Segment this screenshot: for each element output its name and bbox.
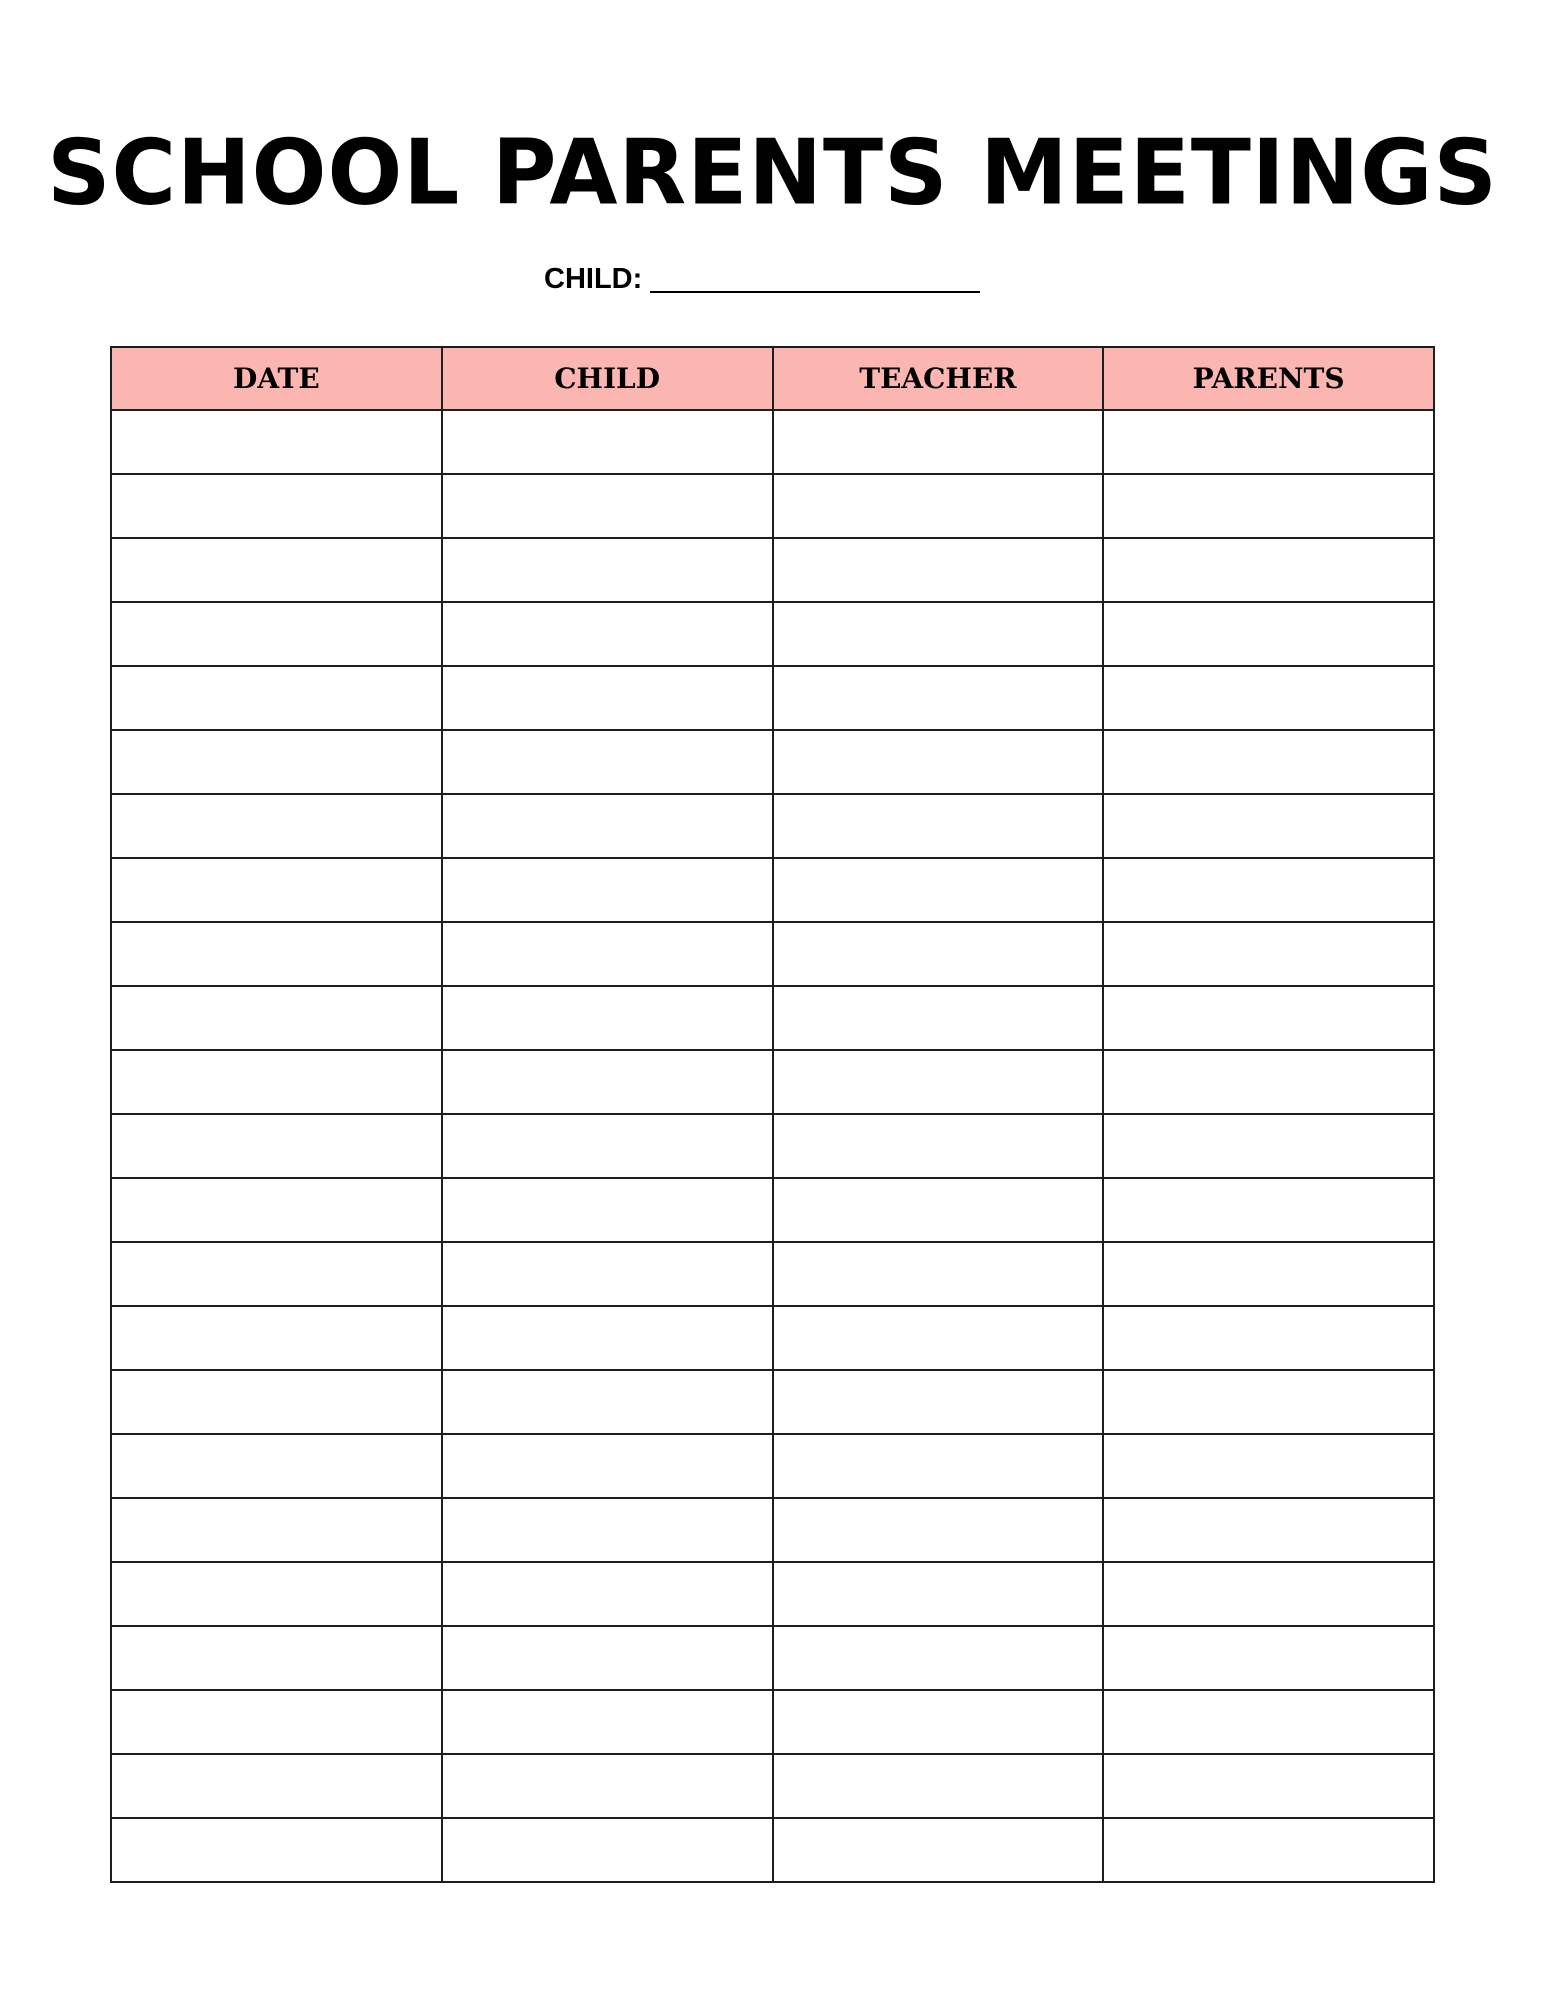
cell-parents[interactable]	[1103, 1370, 1434, 1434]
cell-date[interactable]	[111, 1114, 442, 1178]
cell-date[interactable]	[111, 1434, 442, 1498]
cell-parents[interactable]	[1103, 1818, 1434, 1882]
cell-parents[interactable]	[1103, 794, 1434, 858]
child-field-label: CHILD:	[544, 263, 643, 295]
cell-parents[interactable]	[1103, 1562, 1434, 1626]
table-row	[111, 1242, 1434, 1306]
cell-teacher[interactable]	[773, 666, 1104, 730]
cell-parents[interactable]	[1103, 1114, 1434, 1178]
cell-teacher[interactable]	[773, 794, 1104, 858]
cell-teacher[interactable]	[773, 986, 1104, 1050]
cell-child[interactable]	[442, 666, 773, 730]
cell-child[interactable]	[442, 1050, 773, 1114]
table-row	[111, 858, 1434, 922]
cell-date[interactable]	[111, 858, 442, 922]
table-row	[111, 1498, 1434, 1562]
child-field	[544, 252, 980, 296]
cell-child[interactable]	[442, 1626, 773, 1690]
column-header-child: CHILD	[442, 347, 773, 410]
cell-teacher[interactable]	[773, 602, 1104, 666]
cell-child[interactable]	[442, 794, 773, 858]
cell-teacher[interactable]	[773, 1370, 1104, 1434]
cell-parents[interactable]	[1103, 666, 1434, 730]
cell-parents[interactable]	[1103, 1306, 1434, 1370]
cell-child[interactable]	[442, 474, 773, 538]
table-row	[111, 1370, 1434, 1434]
cell-teacher[interactable]	[773, 1178, 1104, 1242]
cell-teacher[interactable]	[773, 1242, 1104, 1306]
page-title: SCHOOL PARENTS MEETINGS	[47, 119, 1498, 226]
cell-parents[interactable]	[1103, 730, 1434, 794]
cell-teacher[interactable]	[773, 1754, 1104, 1818]
cell-parents[interactable]	[1103, 1050, 1434, 1114]
cell-child[interactable]	[442, 730, 773, 794]
cell-parents[interactable]	[1103, 986, 1434, 1050]
table-row	[111, 410, 1434, 474]
table-row	[111, 1754, 1434, 1818]
column-header-parents: PARENTS	[1103, 347, 1434, 410]
table-row	[111, 986, 1434, 1050]
child-name-blank[interactable]	[650, 291, 980, 293]
cell-parents[interactable]	[1103, 474, 1434, 538]
cell-date[interactable]	[111, 1242, 442, 1306]
cell-date[interactable]	[111, 1306, 442, 1370]
cell-child[interactable]	[442, 602, 773, 666]
cell-child[interactable]	[442, 1242, 773, 1306]
cell-date[interactable]	[111, 1050, 442, 1114]
cell-teacher[interactable]	[773, 922, 1104, 986]
cell-teacher[interactable]	[773, 1050, 1104, 1114]
cell-teacher[interactable]	[773, 1434, 1104, 1498]
cell-date[interactable]	[111, 730, 442, 794]
cell-date[interactable]	[111, 602, 442, 666]
table-row	[111, 1050, 1434, 1114]
cell-child[interactable]	[442, 538, 773, 602]
cell-teacher[interactable]	[773, 730, 1104, 794]
cell-parents[interactable]	[1103, 1242, 1434, 1306]
cell-date[interactable]	[111, 538, 442, 602]
table-row	[111, 1178, 1434, 1242]
table-row	[111, 1114, 1434, 1178]
cell-date[interactable]	[111, 1690, 442, 1754]
cell-child[interactable]	[442, 1114, 773, 1178]
table-row	[111, 666, 1434, 730]
cell-date[interactable]	[111, 1626, 442, 1690]
table-row	[111, 1818, 1434, 1882]
cell-child[interactable]	[442, 1178, 773, 1242]
cell-parents[interactable]	[1103, 858, 1434, 922]
cell-teacher[interactable]	[773, 1114, 1104, 1178]
table-row	[111, 602, 1434, 666]
cell-date[interactable]	[111, 986, 442, 1050]
cell-teacher[interactable]	[773, 1562, 1104, 1626]
cell-date[interactable]	[111, 794, 442, 858]
cell-teacher[interactable]	[773, 1498, 1104, 1562]
cell-parents[interactable]	[1103, 538, 1434, 602]
cell-child[interactable]	[442, 1370, 773, 1434]
table-header-row	[111, 347, 1434, 410]
cell-date[interactable]	[111, 1818, 442, 1882]
cell-child[interactable]	[442, 986, 773, 1050]
cell-date[interactable]	[111, 410, 442, 474]
table-row	[111, 1306, 1434, 1370]
cell-parents[interactable]	[1103, 602, 1434, 666]
cell-child[interactable]	[442, 1562, 773, 1626]
table-row	[111, 1562, 1434, 1626]
cell-parents[interactable]	[1103, 1178, 1434, 1242]
cell-teacher[interactable]	[773, 1690, 1104, 1754]
cell-teacher[interactable]	[773, 474, 1104, 538]
cell-child[interactable]	[442, 1498, 773, 1562]
table-row	[111, 474, 1434, 538]
cell-child[interactable]	[442, 1434, 773, 1498]
cell-parents[interactable]	[1103, 1690, 1434, 1754]
cell-date[interactable]	[111, 1498, 442, 1562]
cell-date[interactable]	[111, 1754, 442, 1818]
cell-parents[interactable]	[1103, 1498, 1434, 1562]
table-row	[111, 1626, 1434, 1690]
cell-child[interactable]	[442, 1818, 773, 1882]
table-row	[111, 538, 1434, 602]
cell-child[interactable]	[442, 410, 773, 474]
cell-date[interactable]	[111, 922, 442, 986]
cell-teacher[interactable]	[773, 858, 1104, 922]
cell-child[interactable]	[442, 1754, 773, 1818]
table-row	[111, 730, 1434, 794]
column-header-date: DATE	[111, 347, 442, 410]
cell-parents[interactable]	[1103, 1626, 1434, 1690]
cell-child[interactable]	[442, 922, 773, 986]
table-row	[111, 1690, 1434, 1754]
cell-parents[interactable]	[1103, 1754, 1434, 1818]
table-body	[111, 410, 1434, 1882]
cell-teacher[interactable]	[773, 1306, 1104, 1370]
cell-child[interactable]	[442, 1306, 773, 1370]
table-row	[111, 1434, 1434, 1498]
cell-parents[interactable]	[1103, 1434, 1434, 1498]
cell-teacher[interactable]	[773, 1626, 1104, 1690]
cell-teacher[interactable]	[773, 538, 1104, 602]
cell-date[interactable]	[111, 1562, 442, 1626]
meetings-table	[110, 346, 1435, 1883]
cell-date[interactable]	[111, 474, 442, 538]
cell-child[interactable]	[442, 858, 773, 922]
cell-parents[interactable]	[1103, 922, 1434, 986]
cell-date[interactable]	[111, 1370, 442, 1434]
cell-parents[interactable]	[1103, 410, 1434, 474]
cell-date[interactable]	[111, 1178, 442, 1242]
cell-teacher[interactable]	[773, 410, 1104, 474]
cell-child[interactable]	[442, 1690, 773, 1754]
cell-teacher[interactable]	[773, 1818, 1104, 1882]
table-row	[111, 794, 1434, 858]
cell-date[interactable]	[111, 666, 442, 730]
table-row	[111, 922, 1434, 986]
column-header-teacher: TEACHER	[773, 347, 1104, 410]
